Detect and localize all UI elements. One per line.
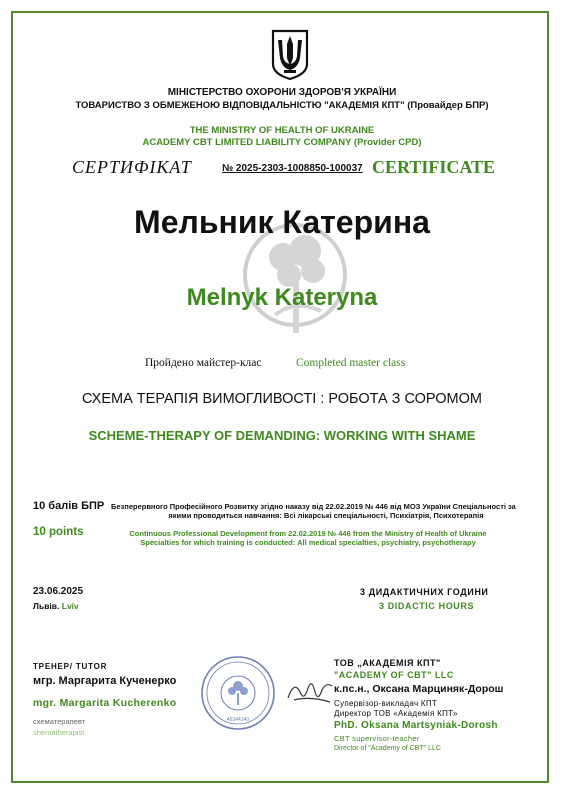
completion-label-en: Completed master class: [296, 357, 406, 369]
points-uk: 10 балів БПР: [33, 500, 105, 512]
course-title-en: SCHEME-THERAPY OF DEMANDING: WORKING WITH SHAME: [88, 428, 476, 443]
points-description-uk-1: Безперервного Професійного Розвитку згідно наказу від 22.02.2019 № 446 від МОЗ України Спеціальності за: [111, 502, 516, 511]
certificate-title-uk: СЕРТИФІКАТ: [72, 157, 192, 177]
certificate-number: № 2025-2303-1008850-100037: [222, 163, 363, 174]
course-title-uk: СХЕМА ТЕРАПІЯ ВИМОГЛИВОСТІ : РОБОТА З СОРОМОМ: [82, 391, 482, 407]
academy-name-en: "ACADEMY OF CBT" LLC: [334, 670, 454, 680]
director-role1-uk: Супервізор-викладач КПТ: [334, 699, 438, 708]
certificate-title-en: CERTIFICATE: [372, 157, 496, 177]
tutor-name-uk: мгр. Маргарита Кученерко: [33, 675, 177, 687]
ministry-name-en: THE MINISTRY OF HEALTH OF UKRAINE: [189, 125, 375, 136]
director-name-en: PhD. Oksana Martsyniak-Dorosh: [334, 720, 498, 731]
director-role1-en: CBT supervisor-teacher: [334, 734, 420, 743]
director-role2-uk: Директор ТОВ «Академія КПТ»: [334, 709, 458, 718]
recipient-name-en: Melnyk Kateryna: [186, 284, 378, 311]
coat-of-arms-icon: [270, 28, 310, 82]
company-name-uk: ТОВАРИСТВО З ОБМЕЖЕНОЮ ВІДПОВІДАЛЬНІСТЮ "АКАДЕМІЯ КПТ" (Провайдер БПР): [75, 100, 489, 111]
city-en: Lviv: [61, 601, 79, 611]
points-description-uk-2: якими проводиться навчання: Всі лікарські спеціальності, Психіатрія, Психотерапія: [168, 511, 484, 520]
ministry-name-uk: МІНІСТЕРСТВО ОХОРОНИ ЗДОРОВ'Я УКРАЇНИ: [167, 87, 397, 98]
recipient-name-uk: Мельник Катерина: [134, 204, 430, 240]
didactic-hours-en: 3 DIDACTIC HOURS: [379, 601, 475, 611]
city-uk: Львів.: [33, 601, 60, 611]
director-role2-en: Director of "Academy of CBT" LLC: [334, 745, 441, 752]
completion-label-uk: Пройдено майстер-клас: [145, 357, 262, 369]
points-description-en-1: Continuous Professional Development from 22.02.2019 № 446 from the Ministry of Health of Ukraine: [129, 529, 487, 538]
tutor-label: ТРЕНЕР/ TUTOR: [33, 662, 108, 671]
city: [33, 601, 79, 611]
company-seal-icon: [200, 655, 276, 731]
academy-name-uk: ТОВ „АКАДЕМІЯ КПТ": [334, 658, 441, 668]
didactic-hours-uk: 3 ДИДАКТИЧНИХ ГОДИНИ: [360, 587, 489, 597]
director-name-uk: к.пс.н., Оксана Марциняк-Дорош: [334, 683, 504, 695]
points-en: 10 points: [33, 526, 84, 538]
points-description-en-2: Specialties for which training is conducted: All medical specialties, psychiatry, psychotherapy: [140, 538, 476, 547]
company-name-en: ACADEMY CBT LIMITED LIABILITY COMPANY (Provider CPD): [142, 137, 422, 148]
seal-number: 45344140: [226, 717, 250, 723]
director-signature-icon: [284, 674, 336, 708]
tutor-role-uk: схематерапевт: [33, 717, 86, 726]
tutor-name-en: mgr. Margarita Kucherenko: [33, 697, 177, 709]
tutor-role-en: shematherapist: [33, 728, 85, 737]
issue-date: 23.06.2025: [33, 586, 84, 597]
